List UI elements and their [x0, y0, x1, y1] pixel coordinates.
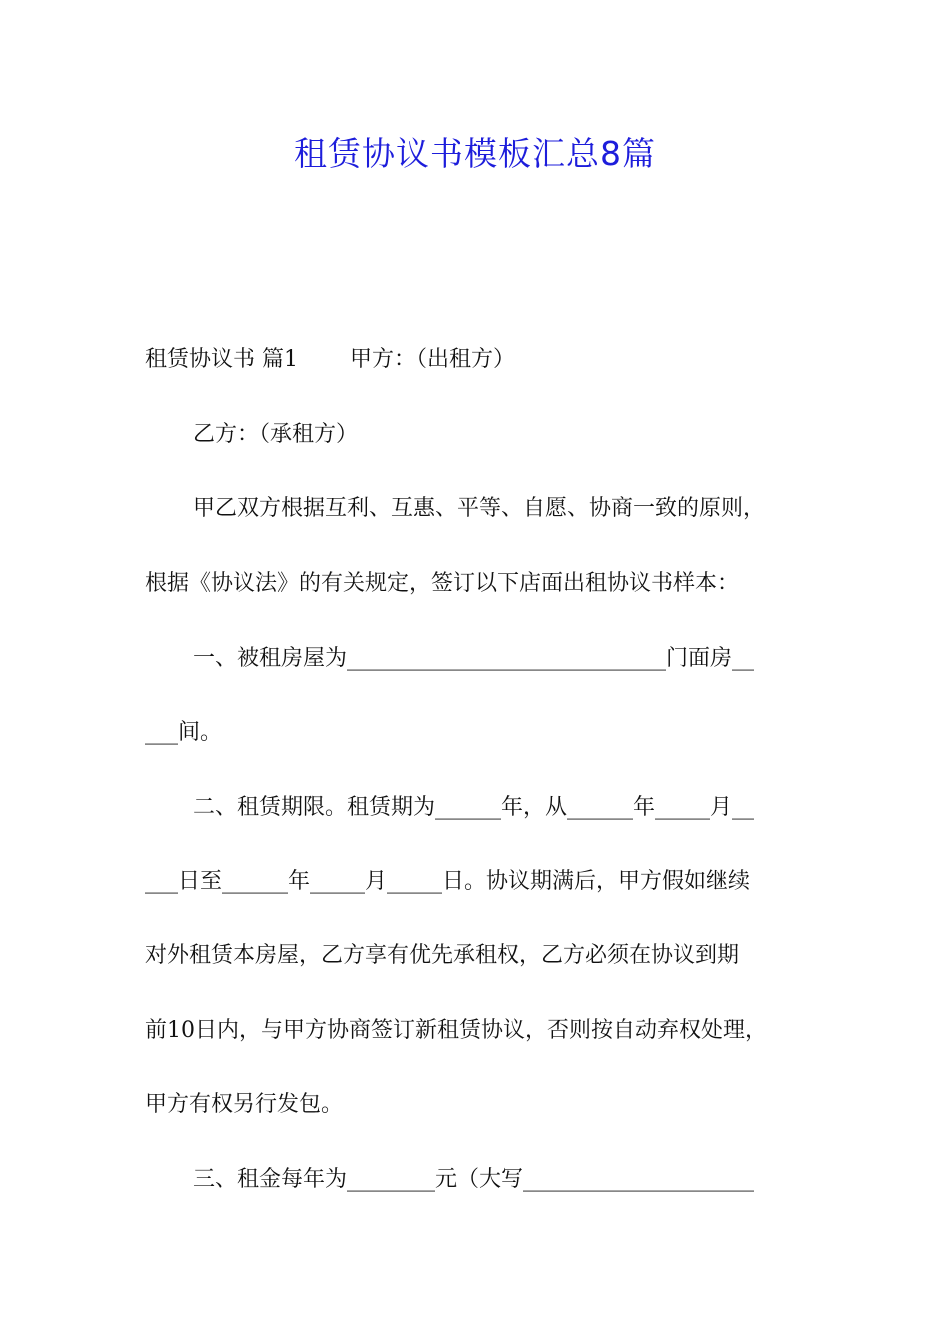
section-label: 租赁协议书 篇1	[145, 347, 298, 372]
clause-3-line: 三、租金每年为________元（大写_____________________	[193, 1167, 755, 1192]
party-b-line: 乙方：（承租方）	[193, 422, 359, 447]
clause-2-continuation: 对外租赁本房屋，乙方享有优先承租权，乙方必须在协议到期	[145, 943, 740, 968]
document-title: 租赁协议书模板汇总8篇	[294, 134, 656, 173]
paragraph-line: 根据《协议法》的有关规定，签订以下店面出租协议书样本：	[145, 571, 740, 596]
clause-2-continuation: ___日至______年_____月_____日。协议期满后，甲方假如继续	[145, 869, 751, 894]
section-header-line	[145, 345, 815, 375]
paragraph-line: 甲乙双方根据互利、互惠、平等、自愿、协商一致的原则，	[193, 496, 766, 521]
party-a-label: 甲方：（出租方）	[350, 347, 516, 372]
clause-1-continuation: ___间。	[145, 720, 223, 745]
clause-2-line: 二、租赁期限。租赁期为______年，从______年_____月__	[193, 795, 755, 820]
clause-1-line: 一、被租房屋为_____________________________门面房__	[193, 646, 755, 671]
clause-2-continuation: 前10日内，与甲方协商签订新租赁协议，否则按自动弃权处理，	[145, 1018, 767, 1043]
clause-2-continuation: 甲方有权另行发包。	[145, 1092, 344, 1117]
